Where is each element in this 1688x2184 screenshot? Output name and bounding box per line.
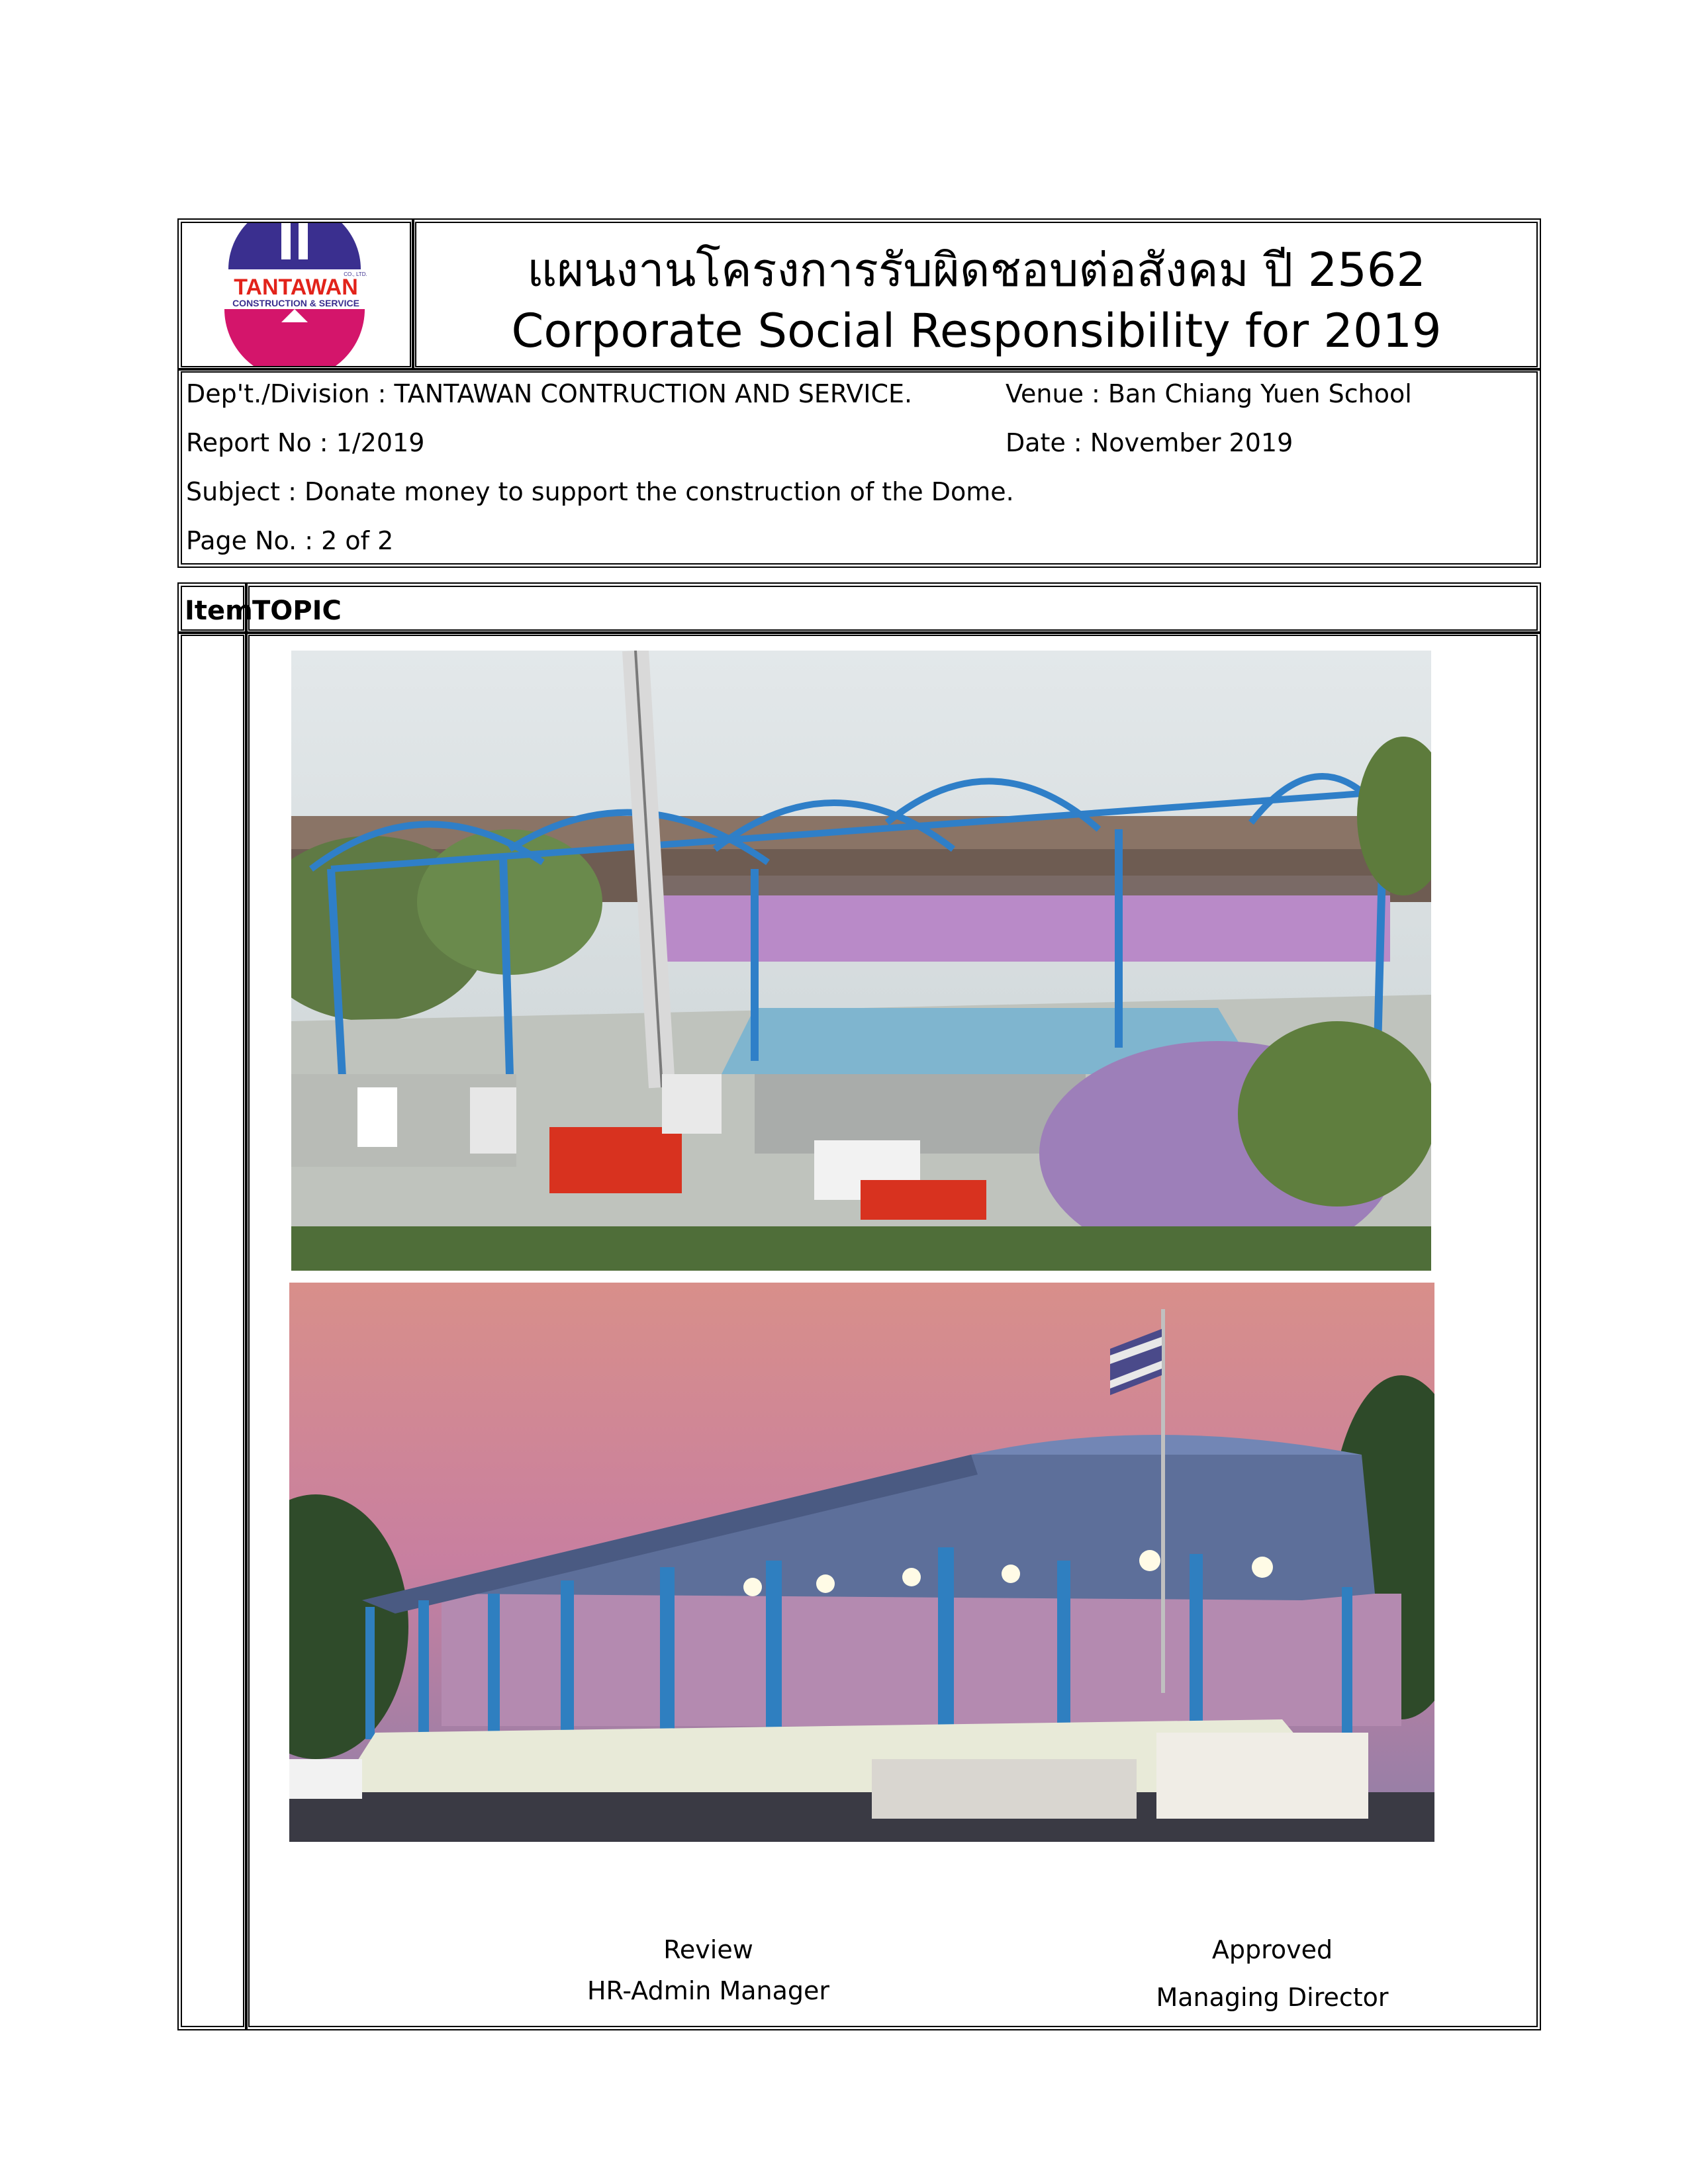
table-header-topic (245, 582, 1541, 634)
table-body-item-column (177, 631, 248, 2030)
svg-text:CO., LTD.: CO., LTD. (344, 271, 367, 277)
svg-text:CONSTRUCTION & SERVICE: CONSTRUCTION & SERVICE (232, 298, 359, 308)
title-thai: แผนงานโครงการรับผิดชอบต่อสังคม ปี 2562 (527, 243, 1426, 297)
completed-dome-photo (289, 1283, 1434, 1842)
item-header-label: Item (185, 596, 253, 626)
venue-line: Venue : Ban Chiang Yuen School (1006, 379, 1412, 408)
report-info (177, 368, 1541, 568)
title-english: Corporate Social Responsibility for 2019 (511, 304, 1442, 358)
review-label: Review (663, 1935, 753, 1964)
review-role: HR-Admin Manager (586, 1976, 830, 2005)
construction-photo (291, 651, 1431, 1271)
logo-cell (177, 218, 414, 371)
date-line: Date : November 2019 (1006, 428, 1293, 457)
division-line: Dep't./Division : TANTAWAN CONTRUCTION AND SERVICE. (186, 379, 913, 408)
topic-header-label: TOPIC (252, 596, 342, 626)
title-cell (412, 218, 1541, 371)
approved-role: Managing Director (1156, 1983, 1389, 2012)
subject-line: Subject : Donate money to support the construction of the Dome. (186, 477, 1014, 506)
report-no-line: Report No : 1/2019 (186, 428, 425, 457)
company-logo (182, 223, 410, 366)
approved-label: Approved (1211, 1935, 1333, 1964)
svg-text:TANTAWAN: TANTAWAN (234, 275, 358, 300)
table-header-item (177, 582, 253, 634)
page-no-line: Page No. : 2 of 2 (186, 526, 394, 555)
